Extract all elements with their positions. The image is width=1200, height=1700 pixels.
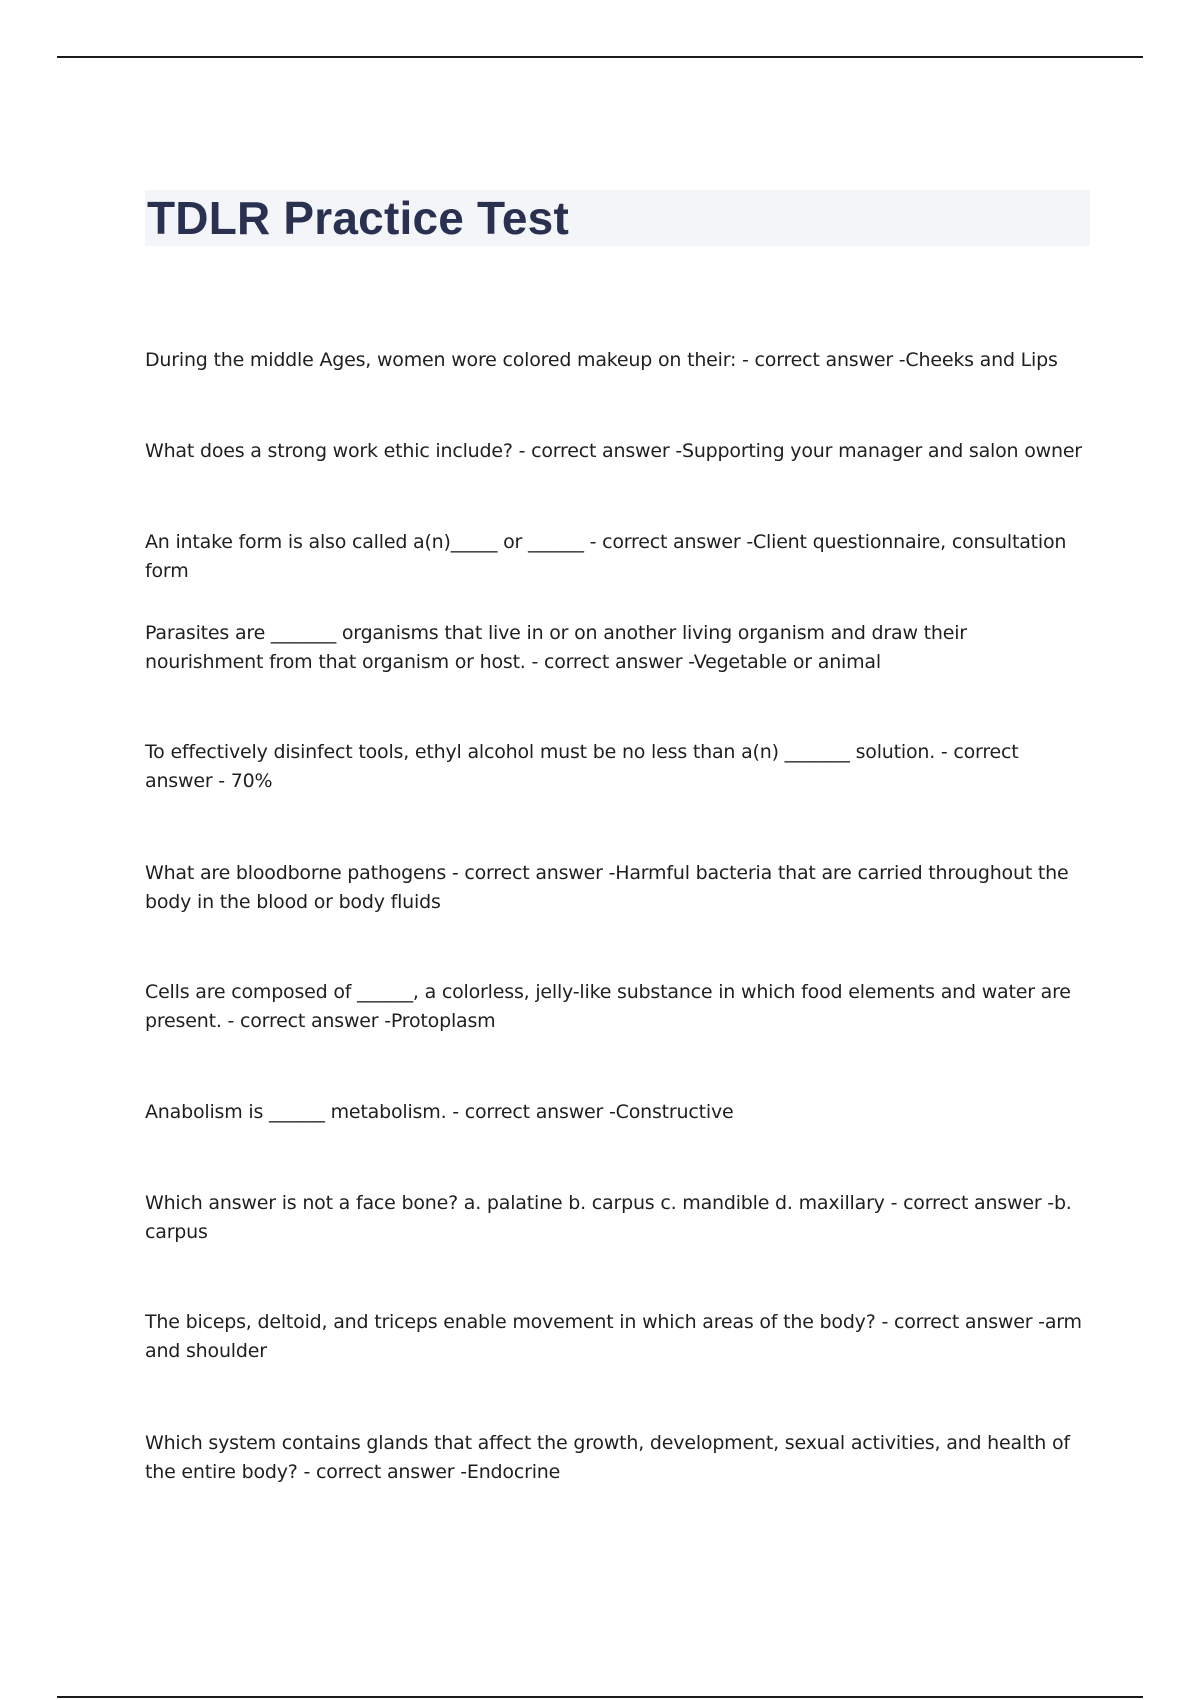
question-item-10: The biceps, deltoid, and triceps enable movement in which areas of the body? - correct answer -arm and shoulder xyxy=(145,1311,1082,1362)
question-item-6: What are bloodborne pathogens - correct answer -Harmful bacteria that are carried throughout the body in the blood or body fluids xyxy=(145,862,1069,913)
question-item-5: To effectively disinfect tools, ethyl alcohol must be no less than a(n) _______ solution. - correct answer - 70% xyxy=(145,741,1019,792)
top-rule xyxy=(57,56,1143,58)
page-title: TDLR Practice Test xyxy=(147,192,569,244)
question-item-8: Anabolism is ______ metabolism. - correct answer -Constructive xyxy=(145,1101,734,1123)
bottom-rule xyxy=(57,1696,1143,1698)
document-body xyxy=(145,190,1090,1483)
question-item-3: An intake form is also called a(n)_____ or ______ - correct answer -Client questionnaire, consultation form xyxy=(145,531,1067,582)
question-item-9: Which answer is not a face bone? a. palatine b. carpus c. mandible d. maxillary - correct answer -b. carpus xyxy=(145,1192,1072,1243)
question-item-1: During the middle Ages, women wore colored makeup on their: - correct answer -Cheeks and Lips xyxy=(145,349,1058,371)
question-item-7: Cells are composed of ______, a colorless, jelly-like substance in which food elements and water are present. - correct answer -Protoplasm xyxy=(145,981,1071,1032)
question-item-2: What does a strong work ethic include? - correct answer -Supporting your manager and salon owner xyxy=(145,440,1082,462)
title-band xyxy=(145,190,1090,246)
question-item-11: Which system contains glands that affect the growth, development, sexual activities, and health of the entire body? - correct answer -Endocrine xyxy=(145,1432,1070,1483)
question-item-4: Parasites are _______ organisms that live in or on another living organism and draw their nourishment from that organism or host. - correct answer -Vegetable or animal xyxy=(145,622,967,673)
